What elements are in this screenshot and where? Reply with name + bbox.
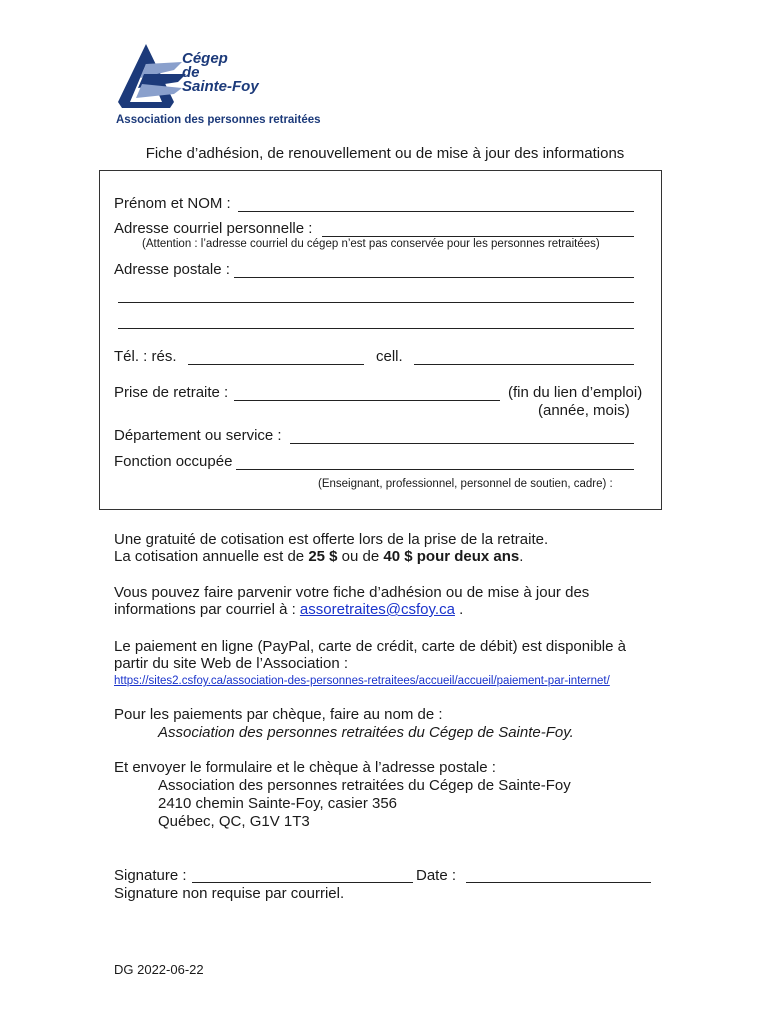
book-logo-icon <box>112 42 192 112</box>
signature-note: Signature non requise par courriel. <box>114 885 345 902</box>
name-field[interactable] <box>238 211 634 212</box>
mail-address-line3: Québec, QC, G1V 1T3 <box>158 813 310 830</box>
signature-field[interactable] <box>192 882 413 883</box>
send-text-line2 <box>114 601 463 618</box>
retirement-note: (année, mois) <box>538 402 630 419</box>
address-field-3[interactable] <box>118 328 634 329</box>
date-field[interactable] <box>466 882 651 883</box>
function-field[interactable] <box>236 469 634 470</box>
send-text-line1: Vous pouvez faire parvenir votre fiche d’adhésion ou de mise à jour des <box>114 584 590 601</box>
logo-name-line3: Sainte-Foy <box>182 78 259 95</box>
retirement-label: Prise de retraite : <box>114 384 229 401</box>
phone-field[interactable] <box>188 364 364 365</box>
fee-prefix: La cotisation annuelle est de <box>114 548 309 565</box>
logo-name-line2: de <box>182 64 200 81</box>
address-field-1[interactable] <box>234 277 634 278</box>
name-label: Prénom et NOM : <box>114 195 231 212</box>
fee-amount-2: 40 $ pour deux ans <box>383 548 520 565</box>
document-title: Fiche d’adhésion, de renouvellement ou de mise à jour des informations <box>145 145 625 162</box>
free-membership-text: Une gratuité de cotisation est offerte lors de la prise de la retraite. <box>114 531 549 548</box>
logo-college-name <box>182 52 259 94</box>
retirement-suffix: (fin du lien d’emploi) <box>508 384 643 401</box>
email-label: Adresse courriel personnelle : <box>114 220 313 237</box>
department-field[interactable] <box>290 443 634 444</box>
mail-address-line2: 2410 chemin Sainte-Foy, casier 356 <box>158 795 398 812</box>
fee-amount-1: 25 $ <box>308 548 338 565</box>
cheque-instruction: Pour les paiements par chèque, faire au nom de : <box>114 706 443 723</box>
retirement-field[interactable] <box>234 400 500 401</box>
mail-instruction: Et envoyer le formulaire et le chèque à l’adresse postale : <box>114 759 496 776</box>
send-end: . <box>454 601 464 618</box>
phone-label: Tél. : rés. <box>114 348 177 365</box>
online-payment-line1: Le paiement en ligne (PayPal, carte de crédit, carte de débit) est disponible à <box>114 638 626 655</box>
cell-label: cell. <box>376 348 403 365</box>
fee-middle: ou de <box>337 548 384 565</box>
email-link[interactable]: assoretraites@csfoy.ca <box>299 601 455 618</box>
fee-end: . <box>519 548 524 565</box>
email-field[interactable] <box>322 236 634 237</box>
cheque-payee: Association des personnes retraitées du Cégep de Sainte-Foy. <box>158 724 574 741</box>
logo-name-line1: Cégep <box>182 50 228 67</box>
cell-field[interactable] <box>414 364 634 365</box>
fee-text <box>114 548 523 565</box>
address-field-2[interactable] <box>118 302 634 303</box>
function-note: (Enseignant, professionnel, personnel de soutien, cadre) : <box>318 478 613 490</box>
online-payment-line2: partir du site Web de l’Association : <box>114 655 349 672</box>
signature-label: Signature : <box>114 867 187 884</box>
college-logo <box>112 42 327 130</box>
mail-address-line1: Association des personnes retraitées du Cégep de Sainte-Foy <box>158 777 571 794</box>
function-label: Fonction occupée <box>114 453 233 470</box>
document-code: DG 2022-06-22 <box>114 962 204 977</box>
address-label: Adresse postale : <box>114 261 230 278</box>
membership-form <box>99 170 662 510</box>
send-prefix: informations par courriel à : <box>114 601 300 618</box>
email-note: (Attention : l’adresse courriel du cégep n’est pas conservée pour les personnes retraitées) <box>142 238 600 250</box>
logo-association-name: Association des personnes retraitées <box>116 114 321 126</box>
department-label: Département ou service : <box>114 427 282 444</box>
date-label: Date : <box>416 867 457 884</box>
payment-url-link[interactable]: https://sites2.csfoy.ca/association-des-personnes-retraitees/accueil/accueil/paiement-par-internet/ <box>114 675 610 687</box>
